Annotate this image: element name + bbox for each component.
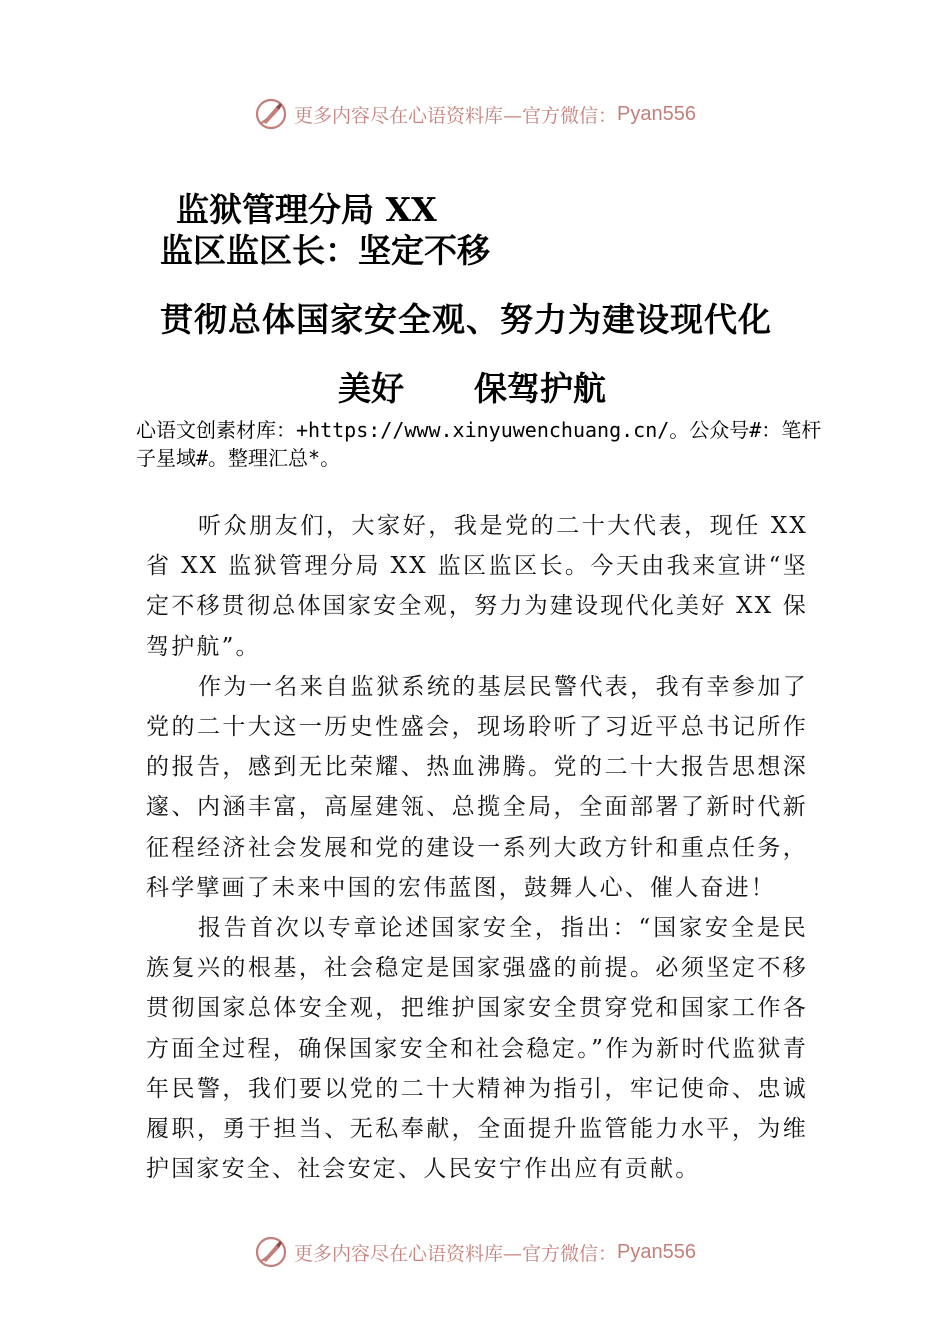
watermark-text: 更多内容尽在心语资料库—官方微信： (294, 1242, 618, 1265)
pen-quill-icon (254, 97, 288, 131)
watermark-handle: Pyan556 (617, 1240, 696, 1263)
title-line-3: 贯彻总体国家安全观、努力为建设现代化 (160, 300, 772, 339)
paragraph-1: 听众朋友们，大家好，我是党的二十大代表，现任 XX 省 XX 监狱管理分局 XX 监区监区长。今天由我来宣讲“坚定不移贯彻总体国家安全观，努力为建设现代化美好 XX 保驾护航”。 (146, 513, 808, 660)
source-meta-line: 心语文创素材库：+https://www.xinyuwenchuang.cn/。公众号#：笔杆子星域#。整理汇总*。 (136, 418, 822, 470)
document-body (146, 506, 808, 1189)
title-line-1: 监狱管理分局 XX (176, 190, 437, 229)
watermark-banner-top (0, 94, 950, 134)
paragraph-3: 报告首次以专章论述国家安全，指出：“国家安全是民族复兴的根基，社会稳定是国家强盛的前提。必须坚定不移贯彻国家总体安全观，把维护国家安全贯穿党和国家工作各方面全过程，确保国家安全和社会稳定。”作为新时代监狱青年民警，我们要以党的二十大精神为指引，牢记使命、忠诚履职，勇于担当、无私奉献，全面提升监管能力水平，为维护国家安全、社会安定、人民安宁作出应有贡献。 (146, 915, 808, 1183)
title-line-4-part-2: 保驾护航 (474, 369, 606, 408)
paragraph-2: 作为一名来自监狱系统的基层民警代表，我有幸参加了党的二十大这一历史性盛会，现场聆听了习近平总书记所作的报告，感到无比荣耀、热血沸腾。党的二十大报告思想深邃、内涵丰富，高屋建瓴、总揽全局，全面部署了新时代新征程经济社会发展和党的建设一系列大政方针和重点任务， 科学擘画了未来中国的宏伟蓝图，鼓舞人心、催人奋进！ (146, 673, 808, 901)
watermark-text: 更多内容尽在心语资料库—官方微信： (294, 104, 618, 127)
watermark-banner-bottom (0, 1232, 950, 1272)
pen-quill-icon (254, 1235, 288, 1269)
title-line-2: 监区监区长：坚定不移 (160, 231, 490, 270)
watermark-handle: Pyan556 (617, 102, 696, 125)
title-line-4-part-1: 美好 (338, 369, 404, 408)
